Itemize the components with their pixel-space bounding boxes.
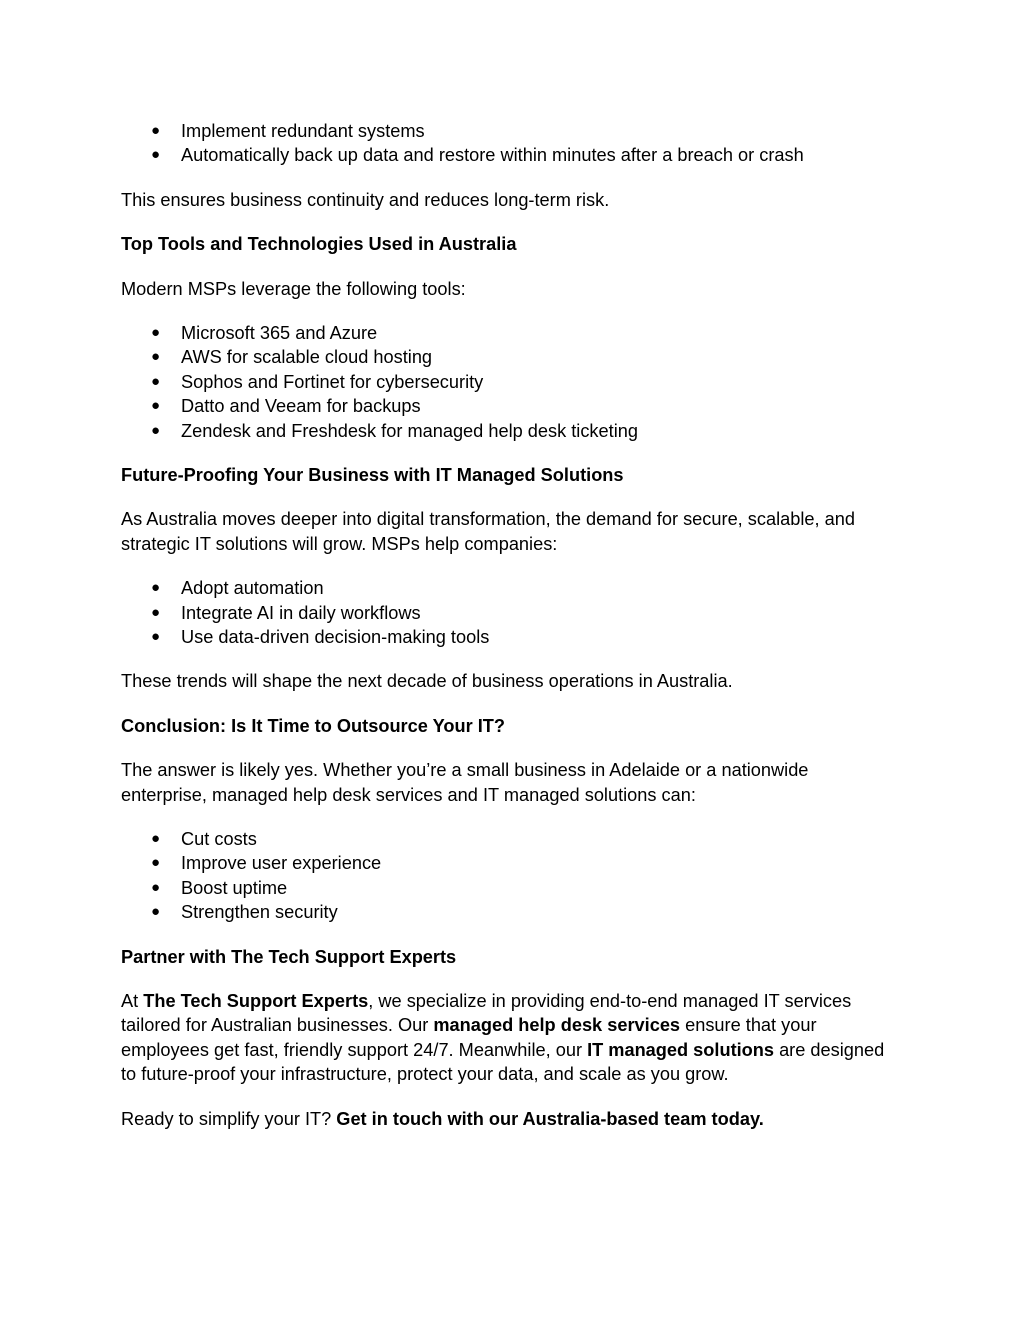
bullet-icon: ●: [151, 324, 161, 341]
tools-list: [121, 321, 911, 443]
list-item: ● Cut costs: [121, 827, 911, 851]
list-item: ● Sophos and Fortinet for cybersecurity: [121, 370, 911, 394]
document-page: [121, 119, 911, 1131]
list-item: ● AWS for scalable cloud hosting: [121, 345, 911, 369]
conclusion-paragraph: The answer is likely yes. Whether you’re a small business in Adelaide or a nationwide enterprise, managed help desk services and IT managed solutions can:: [121, 760, 809, 805]
bullet-icon: ●: [151, 146, 161, 164]
bullet-icon: ●: [151, 579, 161, 597]
future-list: [121, 576, 911, 649]
partner-paragraph: At The Tech Support Experts, we specialize in providing end-to-end managed IT services tailored for Australian businesses. Our managed help desk services ensure that your employees get fast, friendly support 24/7. Meanwhile, our IT managed solutions are designed to future-proof your infrastructure, protect your data, and scale as you grow.: [121, 990, 885, 1085]
continuity-paragraph: This ensures business continuity and reduces long-term risk.: [121, 189, 610, 210]
list-item: ● Implement redundant systems: [121, 119, 911, 143]
tools-intro-paragraph: Modern MSPs leverage the following tools:: [121, 278, 466, 299]
bullet-icon: ●: [151, 372, 161, 390]
list-item: ● Improve user experience: [121, 851, 911, 875]
list-item: ● Datto and Veeam for backups: [121, 394, 911, 418]
partner-heading: Partner with The Tech Support Experts: [121, 946, 457, 967]
trends-paragraph: These trends will shape the next decade of business operations in Australia.: [121, 671, 733, 692]
benefits-list: [121, 827, 911, 925]
list-item: ● Zendesk and Freshdesk for managed help desk ticketing: [121, 419, 911, 443]
list-item: ● Use data-driven decision-making tools: [121, 625, 911, 649]
bullet-icon: ●: [151, 627, 161, 645]
tools-heading: Top Tools and Technologies Used in Australia: [121, 234, 517, 255]
bullet-icon: ●: [151, 122, 161, 139]
list-item: ● Automatically back up data and restore within minutes after a breach or crash: [121, 143, 911, 167]
list-item: ● Integrate AI in daily workflows: [121, 601, 911, 625]
bullet-icon: ●: [151, 903, 161, 921]
list-item: ● Boost uptime: [121, 876, 911, 900]
future-heading: Future-Proofing Your Business with IT Managed Solutions: [121, 464, 624, 485]
cta-text: Get in touch with our Australia-based team today.: [336, 1108, 764, 1129]
bullet-icon: ●: [151, 421, 161, 439]
bullet-icon: ●: [151, 854, 161, 872]
bullet-icon: ●: [151, 603, 161, 621]
future-paragraph: As Australia moves deeper into digital transformation, the demand for secure, scalable, and strategic IT solutions will grow. MSPs help companies:: [121, 509, 855, 554]
bullet-icon: ●: [151, 348, 161, 366]
list-item: ● Adopt automation: [121, 576, 911, 600]
bullet-icon: ●: [151, 829, 161, 847]
conclusion-heading: Conclusion: Is It Time to Outsource Your IT?: [121, 715, 505, 736]
bullet-icon: ●: [151, 397, 161, 415]
list-item: ● Strengthen security: [121, 900, 911, 924]
list-item: ● Microsoft 365 and Azure: [121, 321, 911, 345]
bullet-icon: ●: [151, 878, 161, 896]
cta-paragraph: Ready to simplify your IT? Get in touch with our Australia-based team today.: [121, 1108, 764, 1129]
redundancy-list: [121, 119, 911, 168]
